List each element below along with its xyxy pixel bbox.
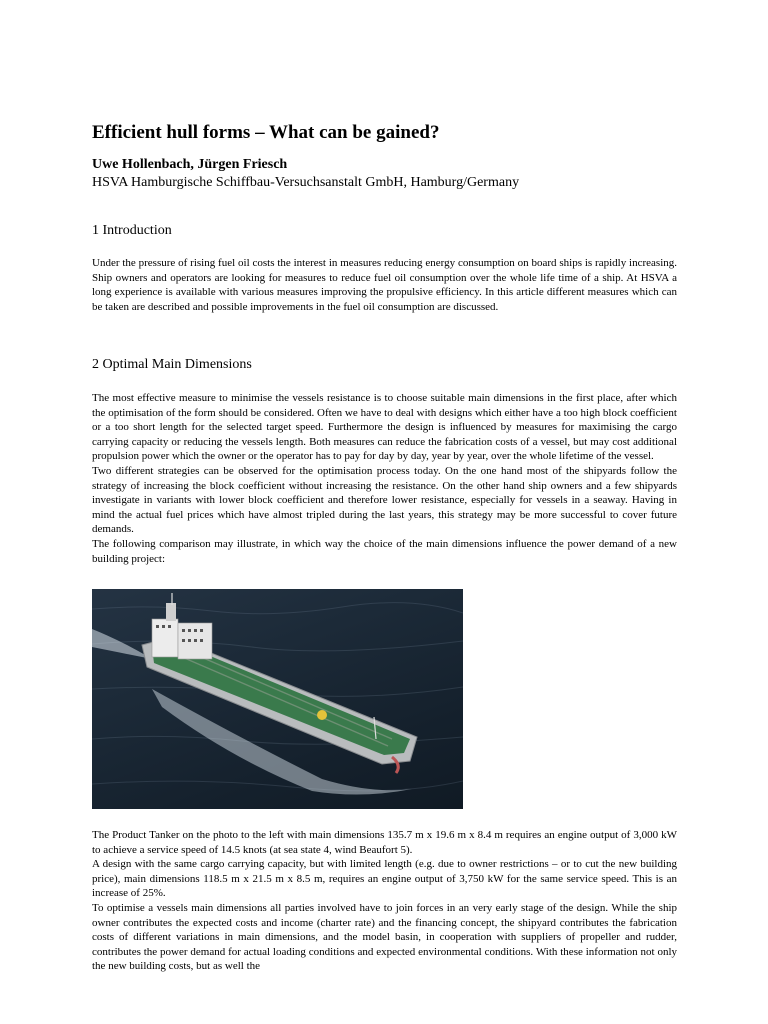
tanker-comparison-text — [92, 828, 677, 974]
section-heading-main-dimensions: 2 Optimal Main Dimensions — [92, 357, 252, 372]
authors: Uwe Hollenbach, Jürgen Friesch — [92, 157, 288, 172]
tanker-illustration — [92, 589, 463, 809]
tanker-photo — [92, 589, 463, 809]
paragraph: Under the pressure of rising fuel oil costs the interest in measures reducing energy consumption on board ships is rapidly increasing. Ship owners and operators are looking for measures to reduce fuel oil consumption over the whole life time of a ship. At HSVA a long experience is available with various measures improving the propulsive efficiency. In this article different measures which can be taken are described and possible improvements in the fuel oil consumption are discussed. — [92, 257, 677, 313]
paper-title: Efficient hull forms – What can be gained? — [92, 122, 440, 143]
paragraph: A design with the same cargo carrying capacity, but with limited length (e.g. due to owner restrictions – or to cut the new building price), main dimensions 118.5 m x 21.5 m x 8.5 m, requires an engine output of 3,750 kW for the same service speed. This is an increase of 25%. — [92, 858, 677, 900]
paragraph: To optimise a vessels main dimensions all parties involved have to join forces in an very early stage of the design. While the ship owner contributes the expected costs and income (charter rate) and the financing concept, the shipyard contributes the fabrication costs of different variations in main dimensions, and the model basin, in cooperation with suppliers of propeller and rudder, contributes the power demand for actual loading conditions and expected environmental conditions. With these information not only the new building costs, but as well the — [92, 901, 677, 973]
affiliation: HSVA Hamburgische Schiffbau-Versuchsanstalt GmbH, Hamburg/Germany — [92, 175, 520, 190]
paragraph: The most effective measure to minimise the vessels resistance is to choose suitable main dimensions in the first place, after which the optimisation of the form should be considered. Often we have to deal with designs which either have a too high block coefficient or a too short length for the selected target speed. Furthermore the design is influenced by measures for maximising the cargo carrying capacity or reducing the vessels length. Both measures can reduce the fabrication costs of a vessel, but may cost additional propulsion power which the owner or the operator has to pay for day by day, year by year, over the whole lifetime of the vessel. — [92, 392, 677, 463]
section-heading-introduction: 1 Introduction — [92, 223, 172, 238]
paragraph: The Product Tanker on the photo to the left with main dimensions 135.7 m x 19.6 m x 8.4 m requires an engine output of 3,000 kW to achieve a service speed of 14.5 knots (at sea state 4, wind Beaufort 5). — [92, 829, 677, 856]
paragraph: The following comparison may illustrate, in which way the choice of the main dimensions influence the power demand of a new building project: — [92, 537, 677, 565]
introduction-paragraph — [92, 256, 677, 314]
paragraph: Two different strategies can be observed for the optimisation process today. On the one hand most of the shipyards follow the strategy of increasing the block coefficient without increasing the resistance. On the other hand ship owners and a few shipyards investigate in variants with lower block coefficient and therefore lower resistance, especially for vessels in a seaway. Having in mind the actual fuel prices which have almost tripled during the last years, this strategy may be more successful to cover future demands. — [92, 464, 677, 536]
main-dimensions-text — [92, 391, 677, 566]
